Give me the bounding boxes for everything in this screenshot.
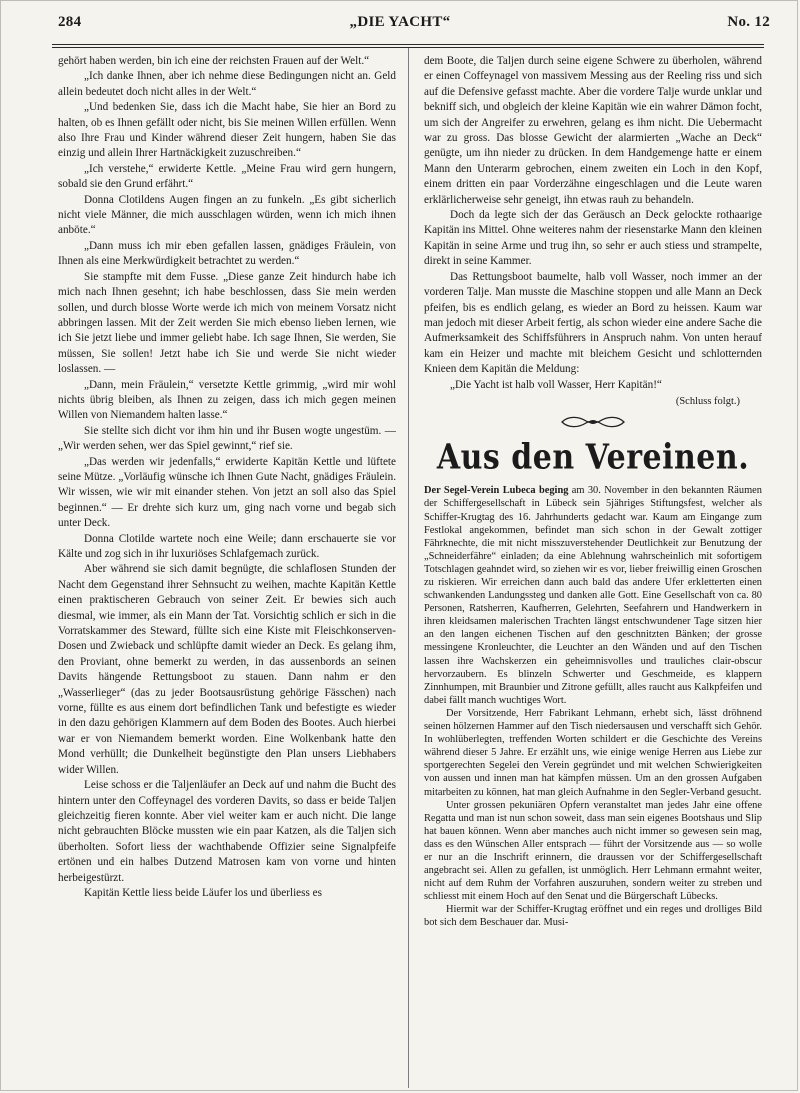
story-paragraph: Aber während sie sich damit begnügte, die schlaflosen Stunden der Nacht dem Gegenstand ihrer Sehnsucht zu weihen, machte Kapitän Kettle einen praktischeren Gebrauch von seiner Zeit. Er bewies sich auch diesmal, wie immer, als ein Mann der Tat. Vorsichtig schlich er sich in die Vorratskammer des Steward, füllte sich eine Kiste mit Fleischkonserven-Dosen und Zwieback und schlüpfte damit wieder an Deck. Es gelang ihm, den Proviant, ohne bemerkt zu werden, in das aussenbords an seinen Davits hängende Rettungsboot zu stauen. Dann nahm er den „Wasserlieger“ (das zu jeder Bootsausrüstung gehörige Fässchen) nach vorne, füllte es aus einem dort befindlichen Tank und befestigte es wieder in den dazu gehörigen Klammern auf dem Boden des Bootes. Auch hierbei war er von Niemandem bemerkt worden. Eine Wolkenbank hatte den Mond verhüllt; die Dunkelheit begünstigte den Plan unsers Liebhabers wider Willen. (58, 563, 396, 776)
story-paragraph: dem Boote, die Taljen durch seine eigene Schwere zu überholen, während er einen Coffeynagel von massivem Messing aus der Reeling riss und sich auf die Defensive gefasst machte. Aber die vordere Talje wurde unklar und bekniff sich, und obgleich der kleine Kapitän wie ein wahrer Dämon focht, um sich der Angreifer zu erwehren, gelang es ihm nicht. Die Uebermacht war zu gross. Das blosse Gewicht der alarmierten „Wache an Deck“ genügte, um ihn nieder zu drücken. In dem Handgemenge hatte er einem Mann den Unterarm gebrochen, einem zweiten ein Loch in den Kopf, einem dritten ein paar Vorderzähne eingeschlagen und die Leute waren erklärlicherweise sehr geneigt, ihn etwas rauh zu behandeln. (424, 55, 762, 206)
page-number: 284 (58, 14, 82, 30)
story-paragraph: Leise schoss er die Taljenläufer an Deck auf und nahm die Bucht des hintern unter den Coffeynagel des vorderen Davits, so dass er beide Taljen gleichzeitig fieren konnte. Aber viel weiter kam er auch nicht. Die lange nicht gebrauchten Blöcke mussten wie ein paar Katzen, als die Taljen sich überholten. Sofort liess der wachthabende Offizier seine Signalpfeife ertönen und ein halbes Dutzend Matrosen kam von vorne und hinten herbeigestürzt. (58, 779, 396, 884)
club-news-paragraph: Hiermit war der Schiffer-Krugtag eröffnet und ein reges und drolliges Bild bot sich dem Beschauer dar. Musi- (424, 904, 762, 929)
story-paragraph: „Das werden wir jedenfalls,“ erwiderte Kapitän Kettle und lüftete seine Mütze. „Vorläufig wünsche ich Ihnen Gute Nacht, gnädiges Fräulein. Wir wissen, wie wir mit einander stehen. Von jetzt an soll also das Spiel beginnen.“ — Er drehte sich kurz um, ging nach vorne und begab sich unter Deck. (58, 455, 396, 530)
story-paragraph: Kapitän Kettle liess beide Läufer los und überliess es (84, 886, 322, 899)
story-paragraph: „Die Yacht ist halb voll Wasser, Herr Kapitän!“ (450, 378, 662, 391)
story-paragraph: Doch da legte sich der das Geräusch an Deck gelockte rothaarige Kapitän ins Mittel. Ohne weiteres nahm der riesenstarke Mann den kleinen Kapitän in seine Arme und trug ihn, so sehr er auch stiess und strampelte, direkt in seine Kammer. (424, 209, 762, 268)
story-column-left (58, 54, 396, 901)
club-news-text: am 30. November in den bekannten Räumen der Schiffergesellschaft in Lübeck sein 5jähriges Stiftungsfest, welcher als Schiffer-Krugtag des 16. Jahrhunderts gedacht war. Kaum am Eingange zum Festlokal angekommen, befindet man sich schon in der Gewalt zottiger Fährknechte, die mit nicht misszuverstehender Deutlichkeit zur Benutzung der „Schneiderfähre“ einladen; da eine Ablehnung wahrscheinlich mit sofortigem Totschlagen geahndet wird, so ziehen wir es vor, lieber freiwillig einen Groschen zu riskieren. Wir erreichen dann auch bald das andere Ufer erkletterten einen schwankenden Landungssteg und danken alle Gott. Eine Gesellschaft von ca. 80 Personen, Ratsherren, Kaufherren, Gelehrten, Seefahrern und Handwerkern in ihren kleidsamen malerischen Trachten längst entschwundener Tage sitzen hier an den langen eichenen Tischen auf den geschnitzten Bänken; der grosse messingene Kronleuchter, die Leuchter an den Wänden und auf den Tischen lassen ihre Wachskerzen ein geheimnisvolles und trauliches clair-obscur hervorzaubern. Es blinzeln Schwerter und Geschmeide, es klappern Zinnhumpen, mit Braunbier und Zitrone gefüllt, alles raucht aus Kalkpfeifen und dabei fällt manch wuchtiges Wort. (424, 485, 762, 706)
story-paragraph: „Und bedenken Sie, dass ich die Macht habe, Sie hier an Bord zu halten, ob es Ihnen gefällt oder nicht, bis Sie meinen Willen erfüllen. Wenn also Ihre Frau und Kinder während dieser Zeit hungern, haben Sie das einzig und allein Ihrer Hartnäckigkeit zuzuschreiben.“ (58, 101, 396, 160)
club-news-paragraph (424, 484, 762, 707)
to-be-continued-note: (Schluss folgt.) (675, 395, 740, 407)
story-paragraph: Donna Clotildens Augen fingen an zu funkeln. „Es gibt sicherlich nicht viele Männer, die mich ausschlagen würden, wenn ich mich ihnen anböte.“ (58, 193, 396, 237)
ornament-divider-icon (558, 414, 628, 430)
column-divider (408, 48, 409, 1088)
story-paragraph: gehört haben werden, bin ich eine der reichsten Frauen auf der Welt.“ (58, 55, 370, 67)
club-news-lead: Der Segel-Verein Lubeca beging (424, 485, 569, 497)
page-header (0, 14, 800, 42)
club-news-paragraph: Unter grossen pekuniären Opfern veranstaltet man jedes Jahr eine offene Regatta und man ist nun schon soweit, dass man sein eigenes Bootshaus und Slip hat bauen können. Wenn aber manches auch nicht immer so gewesen sein mag, dass es den Wünschen Aller entsprach — führt der Vorsitzende aus — so wolle er nur an die Inschrift erinnern, die draussen vor der Schiffergesellschaft angebracht sei. Allen zu gefallen, ist unmöglich. Herr Lehmann ermahnt weiter, nicht auf dem Ruhm der Vorfahren auszuruhen, sondern weiter zu streben und schliesst mit einem Hoch auf den Senat und die Bürgerschaft Lübecks. (424, 799, 762, 903)
story-paragraph: „Dann, mein Fräulein,“ versetzte Kettle grimmig, „wird mir wohl nichts übrig bleiben, als Ihnen zu zeigen, dass ich mich gegen meinen Willen von Niemandem halten lasse.“ (58, 378, 396, 422)
issue-number: No. 12 (727, 14, 770, 30)
story-paragraph: Das Rettungsboot baumelte, halb voll Wasser, noch immer an der vorderen Talje. Man musste die Maschine stoppen und alle Mann an Deck pfeifen, bis es endlich gelang, es wieder an Bord zu heissen. Kaum war man jedoch mit dieser Arbeit fertig, als schon wieder eine andere Sache die Aufmerksamkeit des Schiffsführers in Anspruch nahm. Von unten herauf kam ein Heizer und machte mit bleichem Gesicht und schlotternden Knieen dem Kapitän die Meldung: (424, 270, 762, 376)
header-rule (52, 44, 764, 45)
story-paragraph: „Dann muss ich mir eben gefallen lassen, gnädiges Fräulein, von Ihnen als eine Merkwürdigkeit betrachtet zu werden.“ (58, 239, 396, 268)
story-paragraph: Donna Clotilde wartete noch eine Weile; dann erschauerte sie vor Kälte und zog sich in ihr luxuriöses Schlafgemach zurück. (58, 532, 396, 560)
journal-title: „DIE YACHT“ (349, 14, 451, 30)
story-paragraph: „Ich danke Ihnen, aber ich nehme diese Bedingungen nicht an. Geld allein bedeutet doch nicht alles in der Welt.“ (58, 70, 396, 98)
club-news (424, 484, 762, 929)
story-paragraph: Sie stellte sich dicht vor ihm hin und ihr Busen wogte ungestüm. — „Wir werden sehen, wer das Spiel gewinnt,“ rief sie. (58, 424, 396, 453)
story-paragraph: Sie stampfte mit dem Fusse. „Diese ganze Zeit hindurch habe ich mich nach Ihnen gesehnt; ich habe beschlossen, dass Sie mein werden sollen, und durch blosse Worte werde ich mich von meinem Vorsatz nicht abbringen lassen. Mit der Zeit werden Sie mich ebenso lieben lernen, wie ich Sie jetzt liebe und immer geliebt habe. Ich sage Ihnen, Sie werden, Sie müssen, Sie sollen! Jetzt habe ich Sie und werde Sie nicht wieder loslassen. — (58, 270, 396, 376)
section-title: Aus den Vereinen. (436, 437, 750, 478)
story-paragraph: „Ich verstehe,“ erwiderte Kettle. „Meine Frau wird gern hungern, sobald sie den Grund erfährt.“ (58, 162, 396, 191)
story-column-right (424, 54, 762, 930)
club-news-paragraph: Der Vorsitzende, Herr Fabrikant Lehmann, erhebt sich, lässt dröhnend seinen hölzernen Hammer auf den Tisch niedersausen und verschafft sich Gehör. In wohlüberlegten, treffenden Worten schildert er die Geschichte des Vereins während dieser 5 Jahre. Er erzählt uns, wie einige wenige Herren aus Liebe zur sportgerechten Segelei den Verein gegründet und mit welchen Schwierigkeiten von aussen und innen man hat kämpfen müssen. Um an den grossen Aufgaben mitarbeiten zu können, hat man gleich Aufnahme in den Segler-Verband gesucht. (424, 707, 762, 798)
